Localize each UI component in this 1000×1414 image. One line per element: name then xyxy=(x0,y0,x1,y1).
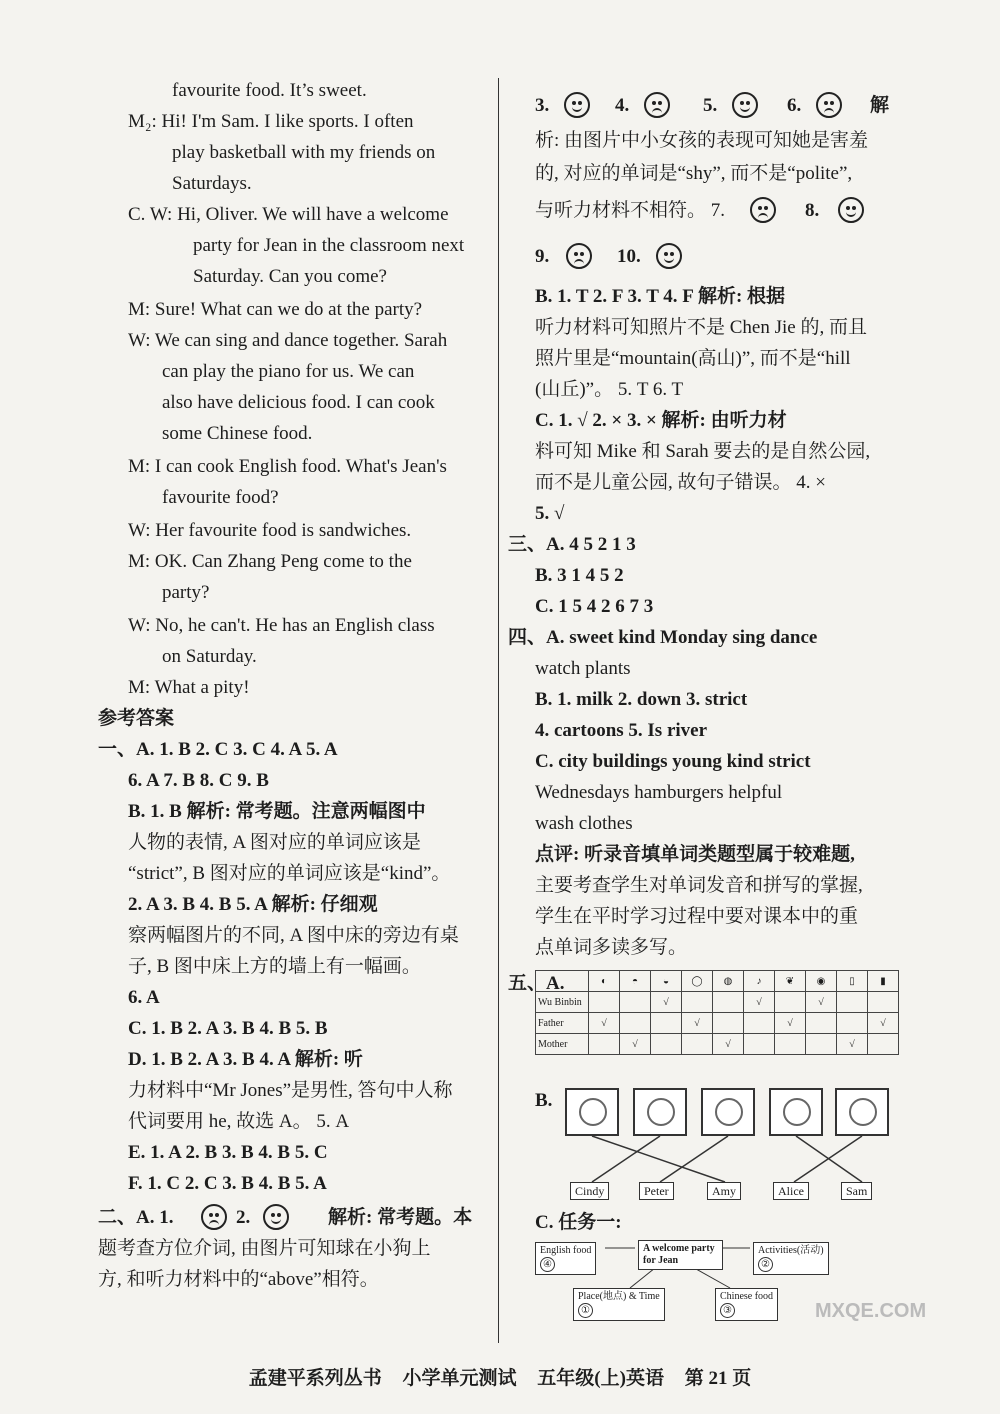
mindmap-node xyxy=(715,1288,778,1321)
text-line: 与听力材料不相符。 7. xyxy=(535,200,726,221)
text-line: Wednesdays hamburgers helpful xyxy=(535,782,783,803)
text-line: 点单词多读多写。 xyxy=(535,937,688,958)
text-line: 点评: 听录音填单词类题型属于较难题, xyxy=(535,844,855,865)
text-line: 察两幅图片的不同, A 图中床的旁边有桌 xyxy=(128,925,459,946)
page-footer xyxy=(0,1363,1000,1390)
food-icon: ❦ xyxy=(775,971,806,992)
cell xyxy=(744,1034,775,1055)
row-name: Mother xyxy=(536,1034,589,1055)
smiley-face-icon xyxy=(263,1204,289,1230)
cell: √ xyxy=(682,1013,713,1034)
food-icon: ▮ xyxy=(868,971,899,992)
number-circle: ② xyxy=(758,1257,773,1272)
cell xyxy=(589,992,620,1013)
text-line: M: OK. Can Zhang Peng come to the xyxy=(128,551,412,572)
cell: √ xyxy=(744,992,775,1013)
cell xyxy=(868,1034,899,1055)
mindmap-label: English food xyxy=(540,1245,592,1256)
smiley-face-icon xyxy=(838,197,864,223)
text-line: 子, B 图中床上方的墙上有一幅画。 xyxy=(128,956,421,977)
text-line: C. 1. √ 2. × 3. × 解析: 由听力材 xyxy=(535,410,787,431)
cell xyxy=(868,992,899,1013)
text-line: C. 任务一: xyxy=(535,1212,622,1233)
name-box: Alice xyxy=(773,1182,809,1200)
table-row xyxy=(536,1013,899,1034)
food-icon: ♪ xyxy=(744,971,775,992)
cell xyxy=(775,1034,806,1055)
text-line: can play the piano for us. We can xyxy=(162,361,415,382)
text-line: 3. xyxy=(535,95,550,116)
text-line: D. 1. B 2. A 3. B 4. A 解析: 听 xyxy=(128,1049,363,1070)
row-name: Father xyxy=(536,1013,589,1034)
text-line: 人物的表情, A 图对应的单词应该是 xyxy=(128,832,421,853)
text-line: 的, 对应的单词是“shy”, 而不是“polite”, xyxy=(535,163,853,184)
text-line: favourite food. It’s sweet. xyxy=(172,80,367,101)
cell xyxy=(651,1034,682,1055)
name-box: Sam xyxy=(841,1182,872,1200)
cell xyxy=(620,1013,651,1034)
cell xyxy=(713,992,744,1013)
food-icon: ◐ xyxy=(589,971,620,992)
text-line: 而不是儿童公园, 故句子错误。 4. × xyxy=(535,472,826,493)
number-circle: ① xyxy=(578,1303,593,1318)
text-line: Saturday. Can you come? xyxy=(193,266,387,287)
food-icon: ▯ xyxy=(837,971,868,992)
name-box: Amy xyxy=(707,1182,741,1200)
text-line: B. xyxy=(535,1090,553,1111)
text-line: B. 1. B 解析: 常考题。注意两幅图中 xyxy=(128,801,426,822)
text-line: some Chinese food. xyxy=(162,423,313,444)
cell xyxy=(775,992,806,1013)
text-line: 五、A. xyxy=(508,973,565,994)
text-line: 解析: 常考题。本 xyxy=(328,1207,473,1228)
text-line: 三、A. 4 5 2 1 3 xyxy=(508,534,636,555)
mindmap-node xyxy=(753,1242,829,1275)
answers-heading: 参考答案 xyxy=(98,708,175,729)
cell: √ xyxy=(589,1013,620,1034)
text-line: 听力材料可知照片不是 Chen Jie 的, 而且 xyxy=(535,317,867,338)
text-line: M: Sure! What can we do at the party? xyxy=(128,299,423,320)
table-header-row xyxy=(536,971,899,992)
picture-box xyxy=(701,1088,755,1136)
text-line: favourite food? xyxy=(162,487,279,508)
picture-box xyxy=(769,1088,823,1136)
text-line: 4. xyxy=(615,95,630,116)
text-line: 6. xyxy=(787,95,802,116)
mindmap-node xyxy=(535,1242,596,1275)
watermark: MXQE.COM xyxy=(815,1300,927,1322)
cell xyxy=(713,1013,744,1034)
text-line: (山丘)”。 5. T 6. T xyxy=(535,379,684,400)
cell: √ xyxy=(620,1034,651,1055)
food-icon: ◒ xyxy=(651,971,682,992)
text-line: W: We can sing and dance together. Sarah xyxy=(128,330,448,351)
cell xyxy=(806,1013,837,1034)
text-line: play basketball with my friends on xyxy=(172,142,436,163)
text-line: “strict”, B 图对应的单词应该是“kind”。 xyxy=(128,863,451,884)
name-box: Cindy xyxy=(570,1182,609,1200)
cell: √ xyxy=(713,1034,744,1055)
mindmap-center: A welcome party for Jean xyxy=(638,1240,723,1270)
text-line: F. 1. C 2. C 3. B 4. B 5. A xyxy=(128,1173,327,1194)
food-icon: ◓ xyxy=(620,971,651,992)
text-line: party? xyxy=(162,582,210,603)
text-line: wash clothes xyxy=(535,813,633,834)
text-line: 2. A 3. B 4. B 5. A 解析: 仔细观 xyxy=(128,894,378,915)
text-line: C. W: Hi, Oliver. We will have a welcome xyxy=(128,204,449,225)
text-line: party for Jean in the classroom next xyxy=(193,235,465,256)
cell: √ xyxy=(868,1013,899,1034)
text-line: 2. xyxy=(236,1207,251,1228)
cell xyxy=(620,992,651,1013)
text-line: 解 xyxy=(870,95,890,116)
cell xyxy=(837,1013,868,1034)
table-row xyxy=(536,992,899,1013)
text-line: 代词要用 he, 故选 A。 5. A xyxy=(128,1111,350,1132)
text-line: 9. xyxy=(535,246,550,267)
text-line: 析: 由图片中小女孩的表现可知她是害羞 xyxy=(535,130,869,151)
footer-grade: 五年级(上)英语 xyxy=(537,1368,664,1389)
cell xyxy=(589,1034,620,1055)
cell xyxy=(682,1034,713,1055)
text-line: B. 3 1 4 5 2 xyxy=(535,565,624,586)
text-line: M: What a pity! xyxy=(128,677,250,698)
number-circle: ④ xyxy=(540,1257,555,1272)
row-name: Wu Binbin xyxy=(536,992,589,1013)
cell: √ xyxy=(775,1013,806,1034)
name-box: Peter xyxy=(639,1182,674,1200)
footer-book: 小学单元测试 xyxy=(402,1368,517,1389)
sad-face-icon xyxy=(201,1204,227,1230)
text-line: B. 1. T 2. F 3. T 4. F 解析: 根据 xyxy=(535,286,786,307)
number-circle: ③ xyxy=(720,1303,735,1318)
text-line: M₂: Hi! I'm Sam. I like sports. I often xyxy=(128,111,414,132)
smiley-face-icon xyxy=(564,92,590,118)
text-line: C. city buildings young kind strict xyxy=(535,751,811,772)
picture-box xyxy=(835,1088,889,1136)
text-line: 方, 和听力材料中的“above”相符。 xyxy=(98,1269,379,1290)
text-line: 学生在平时学习过程中要对课本中的重 xyxy=(535,906,859,927)
cell xyxy=(651,1013,682,1034)
text-line: on Saturday. xyxy=(162,646,257,667)
text-line: 一、A. 1. B 2. C 3. C 4. A 5. A xyxy=(98,739,338,760)
text-line: 二、A. 1. xyxy=(98,1207,174,1228)
footer-series: 孟建平系列丛书 xyxy=(248,1368,382,1389)
food-table xyxy=(535,970,899,1055)
text-line: also have delicious food. I can cook xyxy=(162,392,435,413)
text-line: 5. xyxy=(703,95,718,116)
sad-face-icon xyxy=(750,197,776,223)
text-line: C. 1 5 4 2 6 7 3 xyxy=(535,596,654,617)
food-icon: ◍ xyxy=(713,971,744,992)
text-line: Saturdays. xyxy=(172,173,252,194)
matching-lines xyxy=(535,1136,900,1184)
text-line: 10. xyxy=(617,246,641,267)
cell: √ xyxy=(837,1034,868,1055)
text-line: C. 1. B 2. A 3. B 4. B 5. B xyxy=(128,1018,328,1039)
smiley-face-icon xyxy=(732,92,758,118)
cell xyxy=(806,1034,837,1055)
column-divider xyxy=(498,78,499,1343)
cell: √ xyxy=(651,992,682,1013)
text-line: watch plants xyxy=(535,658,631,679)
table-row xyxy=(536,1034,899,1055)
text-line: 主要考查学生对单词发音和拼写的掌握, xyxy=(535,875,863,896)
footer-page: 第 21 页 xyxy=(684,1368,752,1389)
text-line: 四、A. sweet kind Monday sing dance xyxy=(508,627,818,648)
sad-face-icon xyxy=(816,92,842,118)
text-line: W: No, he can't. He has an English class xyxy=(128,615,435,636)
text-line: 题考查方位介词, 由图片可知球在小狗上 xyxy=(98,1238,431,1259)
text-line: W: Her favourite food is sandwiches. xyxy=(128,520,412,541)
food-icon: ◉ xyxy=(806,971,837,992)
mindmap-label: Chinese food xyxy=(720,1291,774,1302)
food-icon: ◯ xyxy=(682,971,713,992)
text-line: 8. xyxy=(805,200,820,221)
sad-face-icon xyxy=(644,92,670,118)
cell xyxy=(837,992,868,1013)
mindmap-label: Activities(活动) xyxy=(758,1245,824,1256)
cell xyxy=(744,1013,775,1034)
picture-box xyxy=(565,1088,619,1136)
text-line: 4. cartoons 5. Is river xyxy=(535,720,708,741)
text-line: M: I can cook English food. What's Jean's xyxy=(128,456,447,477)
text-line: E. 1. A 2. B 3. B 4. B 5. C xyxy=(128,1142,328,1163)
mindmap-node xyxy=(573,1288,665,1321)
cell: √ xyxy=(806,992,837,1013)
text-line: 6. A xyxy=(128,987,160,1008)
smiley-face-icon xyxy=(656,243,682,269)
mindmap-label: Place(地点) & Time xyxy=(578,1291,660,1302)
sad-face-icon xyxy=(566,243,592,269)
cell xyxy=(682,992,713,1013)
text-line: 5. √ xyxy=(535,503,565,524)
text-line: 照片里是“mountain(高山)”, 而不是“hill xyxy=(535,348,851,369)
text-line: 力材料中“Mr Jones”是男性, 答句中人称 xyxy=(128,1080,453,1101)
text-line: 6. A 7. B 8. C 9. B xyxy=(128,770,269,791)
text-line: 料可知 Mike 和 Sarah 要去的是自然公园, xyxy=(535,441,871,462)
text-line: B. 1. milk 2. down 3. strict xyxy=(535,689,748,710)
picture-box xyxy=(633,1088,687,1136)
